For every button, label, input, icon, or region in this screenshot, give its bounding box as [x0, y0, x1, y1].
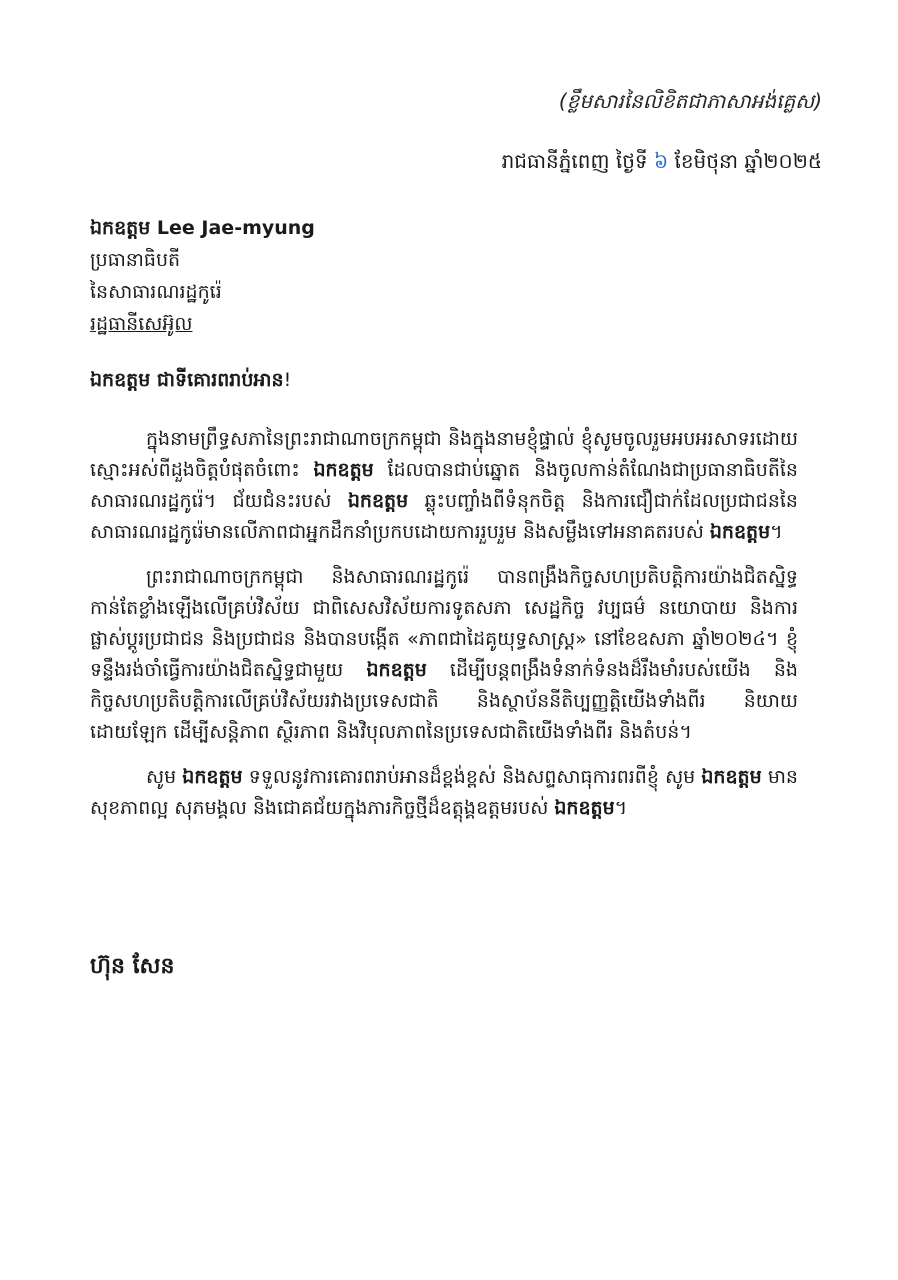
translation-note: (ខ្លឹមសារនៃលិខិតជាភាសាអង់គ្លេស) [558, 89, 822, 113]
honorific-bold: ឯកឧត្តម [554, 797, 615, 819]
paragraph-1 [90, 424, 798, 548]
honorific-bold: ឯកឧត្តម [709, 521, 771, 543]
paragraph-text: ព្រះរាជាណាចក្រកម្ពុជា និងសាធារណរដ្ឋកូរ៉េ បានពង្រឹងកិច្ចសហប្រតិបត្តិការយ៉ាងជិតស្និទ្ធកាន់តែខ្លាំងឡើងលើគ្រប់វិស័យ ជាពិសេសវិស័យការទូតសភា សេដ្ឋកិច្ច វប្បធម៌ នយោបាយ និងការផ្លាស់ប្តូរប្រជាជន និងប្រជាជន និងបានបង្កើត «ភាពជាដៃគូយុទ្ធសាស្ត្រ» នៅខែឧសភា ឆ្នាំ២០២៤។ ខ្ញុំទន្ទឹងរង់ចាំធ្វើការយ៉ាងជិតស្និទ្ធជាមួយ [90, 566, 798, 681]
paragraph-text: ដើម្បីបន្តពង្រឹងទំនាក់ទំនងដ៏រឹងមាំរបស់យើង និងកិច្ចសហប្រតិបត្តិការលើគ្រប់វិស័យរវាងប្រទេសជាតិ និងស្ថាប័ននីតិប្បញ្ញត្តិយើងទាំងពីរ និយាយដោយឡែក ដើម្បីសន្តិភាព ស្ថិរភាព និងវិបុលភាពនៃប្រទេសជាតិយើងទាំងពីរ និងតំបន់។ [90, 659, 798, 743]
paragraph-text: ដែលបានជាប់ឆ្នោត និងចូលកាន់តំណែងជាប្រធានាធិបតីនៃសាធារណរដ្ឋកូរ៉េ។ ជ័យជំនះរបស់ [90, 459, 798, 512]
paragraph-2 [90, 562, 798, 748]
paragraph-text: មានសុខភាពល្អ សុភមង្គល និងជោគជ័យក្នុងភារកិច្ចថ្មីដ៏ឧត្តុង្គឧត្តមរបស់ [90, 766, 798, 819]
salutation-punct: ! [283, 369, 292, 391]
addressee-city: រដ្ឋធានីសេអ៊ូល [90, 313, 193, 335]
date-day: ៦ [653, 149, 669, 173]
honorific-bold: ឯកឧត្តម [182, 766, 243, 788]
addressee-title: ប្រធានាធិបតី [90, 249, 181, 271]
signature-name: ហ៊ុន សែន [90, 954, 175, 979]
addressee-country: នៃសាធារណរដ្ឋកូរ៉េ [90, 281, 222, 303]
paragraph-text: ។ [770, 521, 783, 543]
addressee-block [90, 212, 315, 340]
paragraph-3 [90, 762, 798, 824]
letter-body [90, 424, 798, 838]
date-suffix: ខែមិថុនា ឆ្នាំ២០២៥ [674, 149, 822, 173]
paragraph-text: ឆ្លុះបញ្ចាំងពីទំនុកចិត្ត និងការជឿជាក់ដែលប្រជាជននៃសាធារណរដ្ឋកូរ៉េមានលើភាពជាអ្នកដឹកនាំប្រកបដោយការរួបរួម និងសម្លឹងទៅអនាគតរបស់ [90, 490, 798, 543]
honorific-bold: ឯកឧត្តម [313, 459, 374, 481]
addressee-name: ឯកឧត្តម Lee Jae-myung [90, 217, 315, 239]
salutation-text: ឯកឧត្តម ជាទីគោរពរាប់អាន [90, 369, 284, 391]
date-line [502, 148, 822, 178]
date-prefix: រាជធានីភ្នំពេញ ថ្ងៃទី [501, 149, 648, 173]
honorific-bold: ឯកឧត្តម [701, 766, 762, 788]
salutation [90, 368, 291, 396]
paragraph-text: ក្នុងនាមព្រឹទ្ធសភានៃព្រះរាជាណាចក្រកម្ពុជា និងក្នុងនាមខ្ញុំផ្ទាល់ ខ្ញុំសូមចូលរួមអបអរសាទរដោយស្មោះអស់ពីដួងចិត្តបំផុតចំពោះ [90, 428, 798, 481]
honorific-bold: ឯកឧត្តម [366, 659, 427, 681]
paragraph-text: ទទួលនូវការគោរពរាប់អានដ៏ខ្ពង់ខ្ពស់ និងសព្ទសាធុការពរពីខ្ញុំ សូម [242, 766, 702, 788]
paragraph-text: សូម [146, 766, 183, 788]
paragraph-text: ។ [614, 797, 628, 819]
honorific-bold: ឯកឧត្តម [347, 490, 409, 512]
